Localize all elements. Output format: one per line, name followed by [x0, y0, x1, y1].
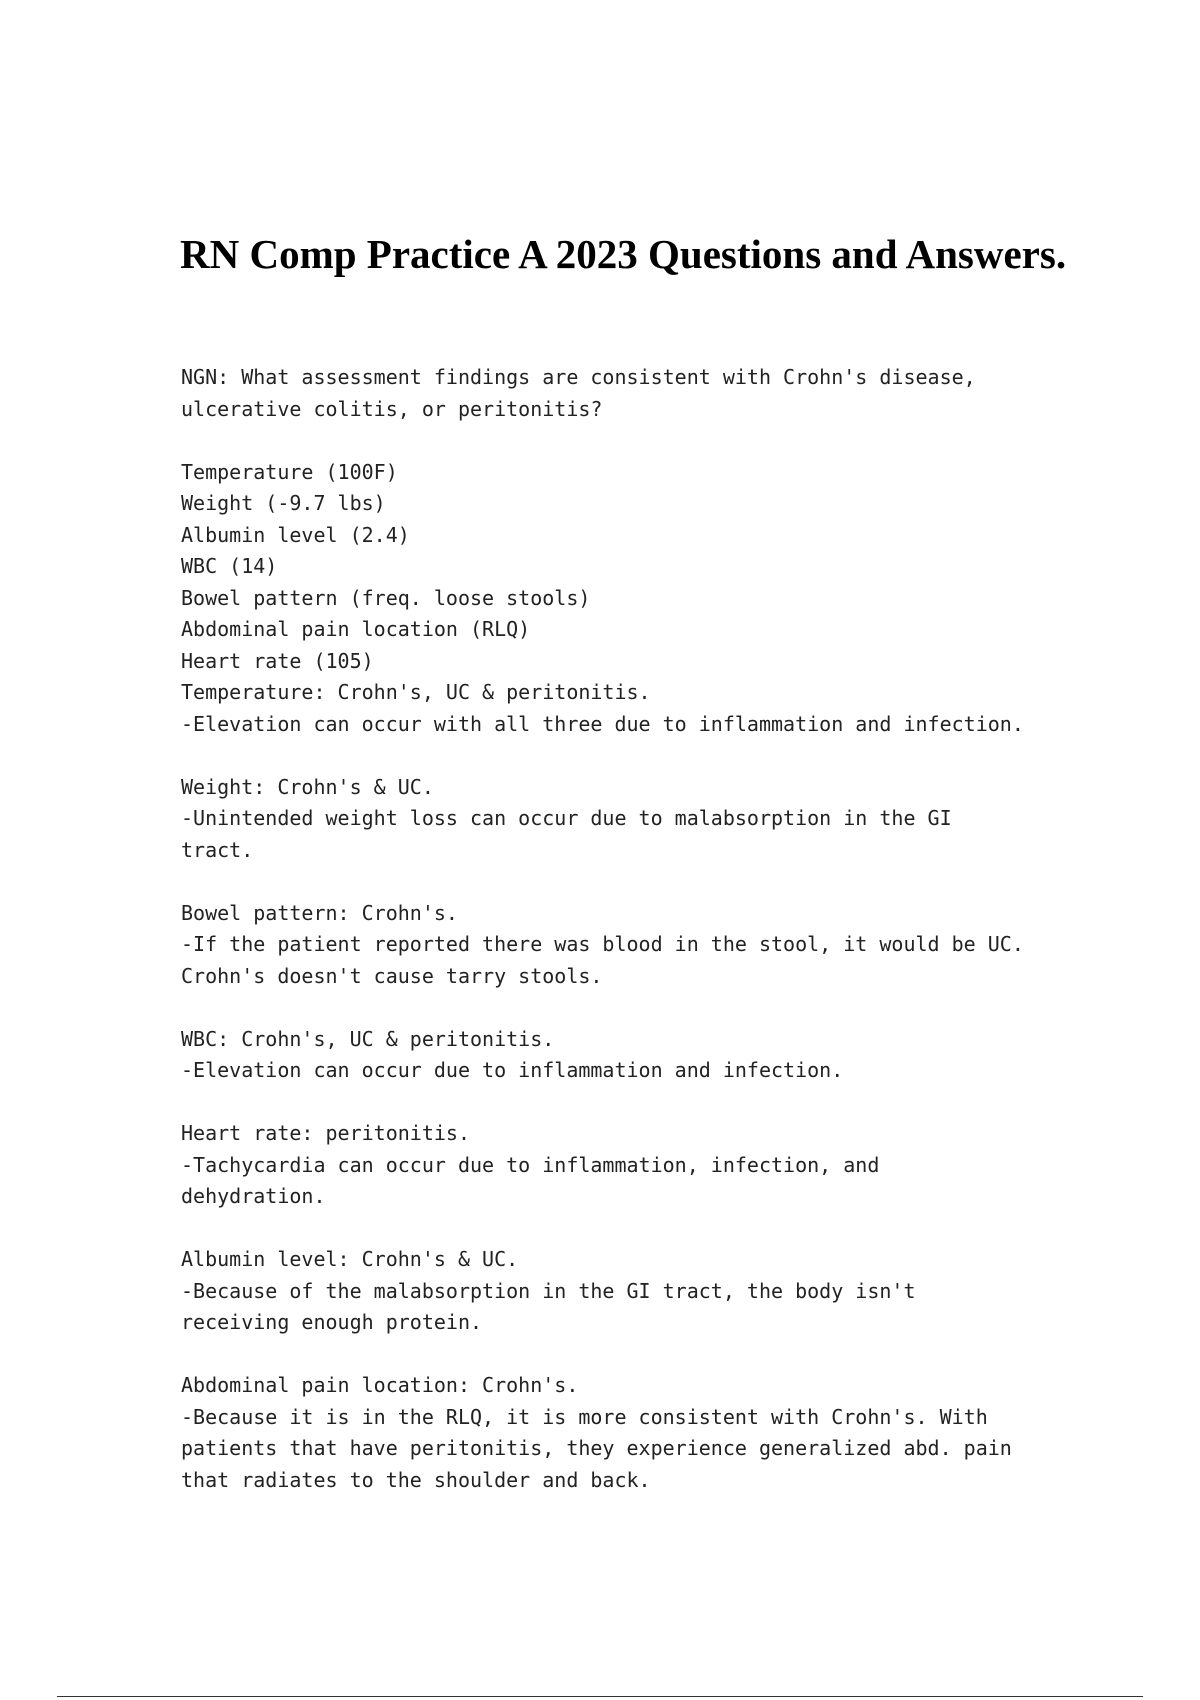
answer-line: -If the patient reported there was blood in the stool, it would be UC.	[181, 932, 1024, 956]
answer-line: Abdominal pain location: Crohn's.	[181, 1373, 579, 1397]
answer-line: Crohn's doesn't cause tarry stools.	[181, 963, 603, 988]
document-body	[181, 362, 1081, 1496]
footer-divider	[57, 1696, 1143, 1697]
findings-list	[181, 457, 1081, 678]
finding-item: Heart rate (105)	[181, 648, 374, 673]
answer-block-abdominal-pain	[181, 1370, 1081, 1496]
answer-line: Albumin level: Crohn's & UC.	[181, 1247, 519, 1271]
finding-item: Temperature (100F)	[181, 459, 398, 484]
answer-line: -Because it is in the RLQ, it is more consistent with Crohn's. With	[181, 1404, 988, 1429]
answer-line: Bowel pattern: Crohn's.	[181, 900, 458, 925]
question-block	[181, 362, 1081, 425]
document-title: RN Comp Practice A 2023 Questions and Answers.	[180, 231, 1067, 277]
finding-item: Albumin level (2.4)	[181, 522, 410, 547]
answer-line: WBC: Crohn's, UC & peritonitis.	[181, 1026, 555, 1051]
answer-line: Weight: Crohn's & UC.	[181, 774, 434, 799]
answer-block-wbc	[181, 1024, 1081, 1087]
finding-item: WBC (14)	[181, 554, 278, 578]
answer-line: -Unintended weight loss can occur due to malabsorption in the GI	[181, 806, 952, 830]
answer-line: -Because of the malabsorption in the GI tract, the body isn't	[181, 1278, 916, 1303]
answer-line: receiving enough protein.	[181, 1310, 483, 1334]
answer-line: dehydration.	[181, 1184, 326, 1208]
answer-line: -Elevation can occur due to inflammation and infection.	[181, 1058, 844, 1082]
answer-line: that radiates to the shoulder and back.	[181, 1467, 651, 1492]
answer-line: patients that have peritonitis, they experience generalized abd. pain	[181, 1436, 1012, 1460]
answer-block-weight	[181, 772, 1081, 867]
question-line: ulcerative colitis, or peritonitis?	[181, 396, 603, 421]
answer-block-bowel-pattern	[181, 898, 1081, 993]
answer-line: Heart rate: peritonitis.	[181, 1121, 470, 1145]
answer-line: -Tachycardia can occur due to inflammation, infection, and	[181, 1152, 880, 1177]
answer-line: Temperature: Crohn's, UC & peritonitis.	[181, 680, 651, 704]
answer-line: tract.	[181, 837, 254, 862]
finding-item: Abdominal pain location (RLQ)	[181, 617, 531, 641]
answer-line: -Elevation can occur with all three due to inflammation and infection.	[181, 711, 1024, 736]
question-line: NGN: What assessment findings are consistent with Crohn's disease,	[181, 365, 976, 389]
answer-block-heart-rate	[181, 1118, 1081, 1213]
answer-block-albumin	[181, 1244, 1081, 1339]
finding-item: Bowel pattern (freq. loose stools)	[181, 585, 591, 610]
answer-block-temperature	[181, 677, 1081, 740]
finding-item: Weight (-9.7 lbs)	[181, 491, 386, 515]
